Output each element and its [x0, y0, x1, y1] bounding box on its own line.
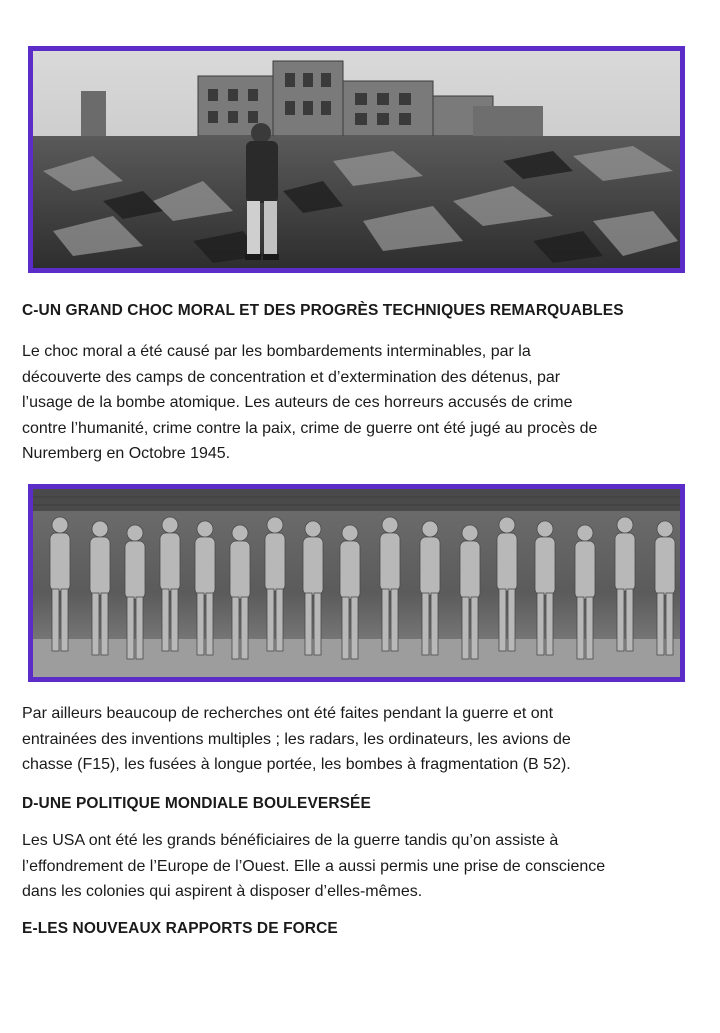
paragraph-line: Le choc moral a été causé par les bombardements interminables, par la	[22, 343, 531, 360]
paragraph-line: Nuremberg en Octobre 1945.	[22, 445, 231, 462]
paragraph-line: dans les colonies qui aspirent à disposer d’elles-mêmes.	[22, 883, 423, 900]
section-e-heading: E-LES NOUVEAUX RAPPORTS DE FORCE	[22, 920, 338, 937]
paragraph-line: découverte des camps de concentration et d’extermination des détenus, par	[22, 368, 561, 386]
section-c-paragraph	[22, 339, 702, 467]
inventions-paragraph	[22, 701, 702, 778]
ruins-photo	[28, 46, 685, 273]
paragraph-line: l’usage de la bombe atomique. Les auteurs de ces horreurs accusés de crime	[22, 394, 573, 411]
section-c-heading: C-UN GRAND CHOC MORAL ET DES PROGRÈS TECHNIQUES REMARQUABLES	[22, 302, 624, 319]
paragraph-line: l’effondrement de l’Europe de l’Ouest. Elle a aussi permis une prise de conscience	[22, 857, 606, 875]
paragraph-line: Les USA ont été les grands bénéficiaires de la guerre tandis qu’on assiste à	[22, 832, 559, 849]
paragraph-line: entrainées des inventions multiples ; les radars, les ordinateurs, les avions de	[22, 730, 571, 748]
section-d-heading: D-UNE POLITIQUE MONDIALE BOULEVERSÉE	[22, 795, 371, 812]
section-d-paragraph	[22, 828, 702, 905]
paragraph-line: Par ailleurs beaucoup de recherches ont été faites pendant la guerre et ont	[22, 705, 554, 722]
prisoners-photo	[28, 484, 685, 682]
prisoners-image	[33, 489, 680, 677]
paragraph-line: contre l’humanité, crime contre la paix, crime de guerre ont été jugé au procès de	[22, 419, 598, 437]
paragraph-line: chasse (F15), les fusées à longue portée, les bombes à fragmentation (B 52).	[22, 756, 571, 773]
ruins-image	[33, 51, 680, 268]
